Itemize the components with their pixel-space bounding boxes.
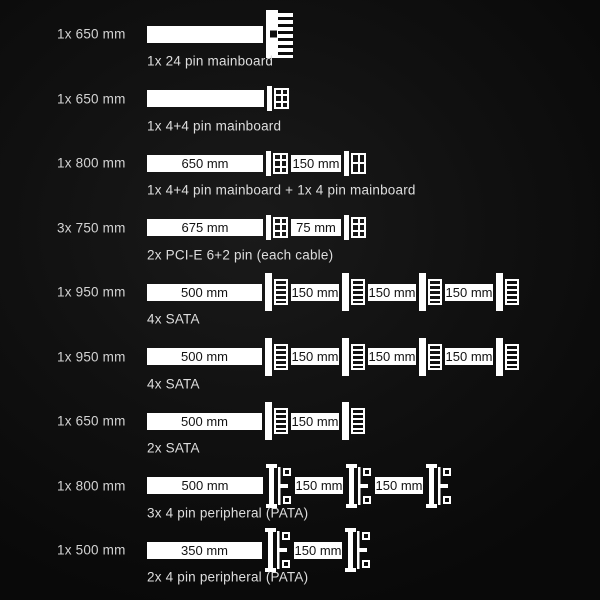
cable-count-length-label: 1x 950 mm (57, 284, 126, 300)
segment-length-label: 350 mm (181, 542, 228, 558)
cable-description: 4x SATA (147, 311, 200, 327)
cable-assembly (147, 151, 366, 176)
cable-segment-bar (147, 348, 262, 365)
pcie-6plus2-connector-icon (266, 215, 288, 240)
cable-segment-bar (147, 542, 262, 559)
cable-count-length-label: 3x 750 mm (57, 220, 126, 235)
cable-description: 1x 4+4 pin mainboard + 1x 4 pin mainboard (147, 182, 416, 198)
cable-segment-bar (291, 219, 341, 236)
sata-connector-icon (419, 273, 442, 311)
cable-count-length-label: 1x 500 mm (57, 542, 126, 558)
cable-segment-bar (147, 284, 262, 301)
cable-assembly (147, 86, 289, 111)
cable-count-length-label: 1x 650 mm (57, 413, 126, 429)
cable-description: 1x 24 pin mainboard (147, 53, 274, 69)
sata-connector-icon (265, 402, 288, 440)
sata-connector-icon (265, 338, 288, 376)
cable-assembly (147, 215, 366, 240)
cable-segment-bar (445, 348, 493, 365)
segment-length-label: 500 mm (181, 349, 228, 364)
segment-length-label: 650 mm (181, 155, 229, 171)
cable-segment-bar (147, 219, 263, 236)
cable-assembly (147, 402, 365, 440)
segment-length-label: 150 mm (292, 155, 340, 171)
cable-count-length-label: 1x 650 mm (57, 26, 126, 42)
cable-segment-bar (147, 90, 264, 107)
cable-segment-bar (147, 477, 263, 494)
sata-connector-icon (342, 338, 365, 376)
4plus4pin-mainboard-connector-icon (267, 86, 289, 111)
cable-assembly (147, 10, 293, 58)
pata-peripheral-connector-icon (426, 464, 452, 508)
segment-length-label: 150 mm (291, 349, 339, 364)
segment-length-label: 150 mm (291, 284, 339, 300)
sata-connector-icon (496, 273, 519, 311)
segment-length-label: 150 mm (295, 478, 343, 493)
cable-segment-bar (291, 284, 339, 301)
cable-description: 1x 4+4 pin mainboard (147, 118, 282, 133)
pata-peripheral-connector-icon (345, 528, 371, 572)
cable-assembly (147, 273, 519, 311)
pata-peripheral-connector-icon (346, 464, 372, 508)
pata-peripheral-connector-icon (266, 464, 292, 508)
4pin-mainboard-connector-icon (344, 151, 366, 176)
sata-connector-icon (342, 273, 365, 311)
segment-length-label: 675 mm (181, 220, 229, 235)
cable-segment-bar (291, 155, 341, 172)
cable-segment-bar (375, 477, 423, 494)
cable-segment-bar (294, 542, 342, 559)
sata-connector-icon (496, 338, 519, 376)
cable-count-length-label: 1x 800 mm (57, 478, 126, 493)
segment-length-label: 150 mm (294, 542, 342, 558)
segment-length-label: 150 mm (445, 349, 493, 364)
segment-length-label: 150 mm (291, 413, 339, 429)
segment-length-label: 150 mm (368, 349, 416, 364)
4plus4pin-mainboard-connector-icon (266, 151, 288, 176)
cable-count-length-label: 1x 800 mm (57, 155, 126, 171)
cable-segment-bar (147, 155, 263, 172)
cable-count-length-label: 1x 950 mm (57, 349, 126, 364)
cable-segment-bar (291, 348, 339, 365)
segment-length-label: 500 mm (181, 478, 229, 493)
cable-segment-bar (147, 26, 263, 43)
cable-description: 2x 4 pin peripheral (PATA) (147, 569, 309, 585)
segment-length-label: 150 mm (368, 284, 416, 300)
cable-segment-bar (291, 413, 339, 430)
24pin-mainboard-connector-icon (266, 10, 293, 58)
segment-length-label: 75 mm (296, 220, 336, 235)
cable-count-length-label: 1x 650 mm (57, 91, 126, 106)
sata-connector-icon (419, 338, 442, 376)
cable-description: 3x 4 pin peripheral (PATA) (147, 505, 309, 520)
segment-length-label: 150 mm (375, 478, 423, 493)
cable-assembly (147, 464, 452, 508)
cable-segment-bar (147, 413, 262, 430)
pata-peripheral-connector-icon (265, 528, 291, 572)
sata-connector-icon (265, 273, 288, 311)
segment-length-label: 150 mm (445, 284, 493, 300)
cable-segment-bar (295, 477, 343, 494)
segment-length-label: 500 mm (181, 284, 228, 300)
cable-segment-bar (368, 284, 416, 301)
cable-assembly (147, 528, 371, 572)
sata-connector-icon (342, 402, 365, 440)
cable-description: 4x SATA (147, 376, 200, 391)
cable-segment-bar (368, 348, 416, 365)
segment-length-label: 500 mm (181, 413, 228, 429)
cable-segment-bar (445, 284, 493, 301)
cable-description: 2x SATA (147, 440, 200, 456)
pcie-6plus2-connector-icon (344, 215, 366, 240)
cable-assembly (147, 338, 519, 376)
cable-description: 2x PCI-E 6+2 pin (each cable) (147, 247, 334, 262)
